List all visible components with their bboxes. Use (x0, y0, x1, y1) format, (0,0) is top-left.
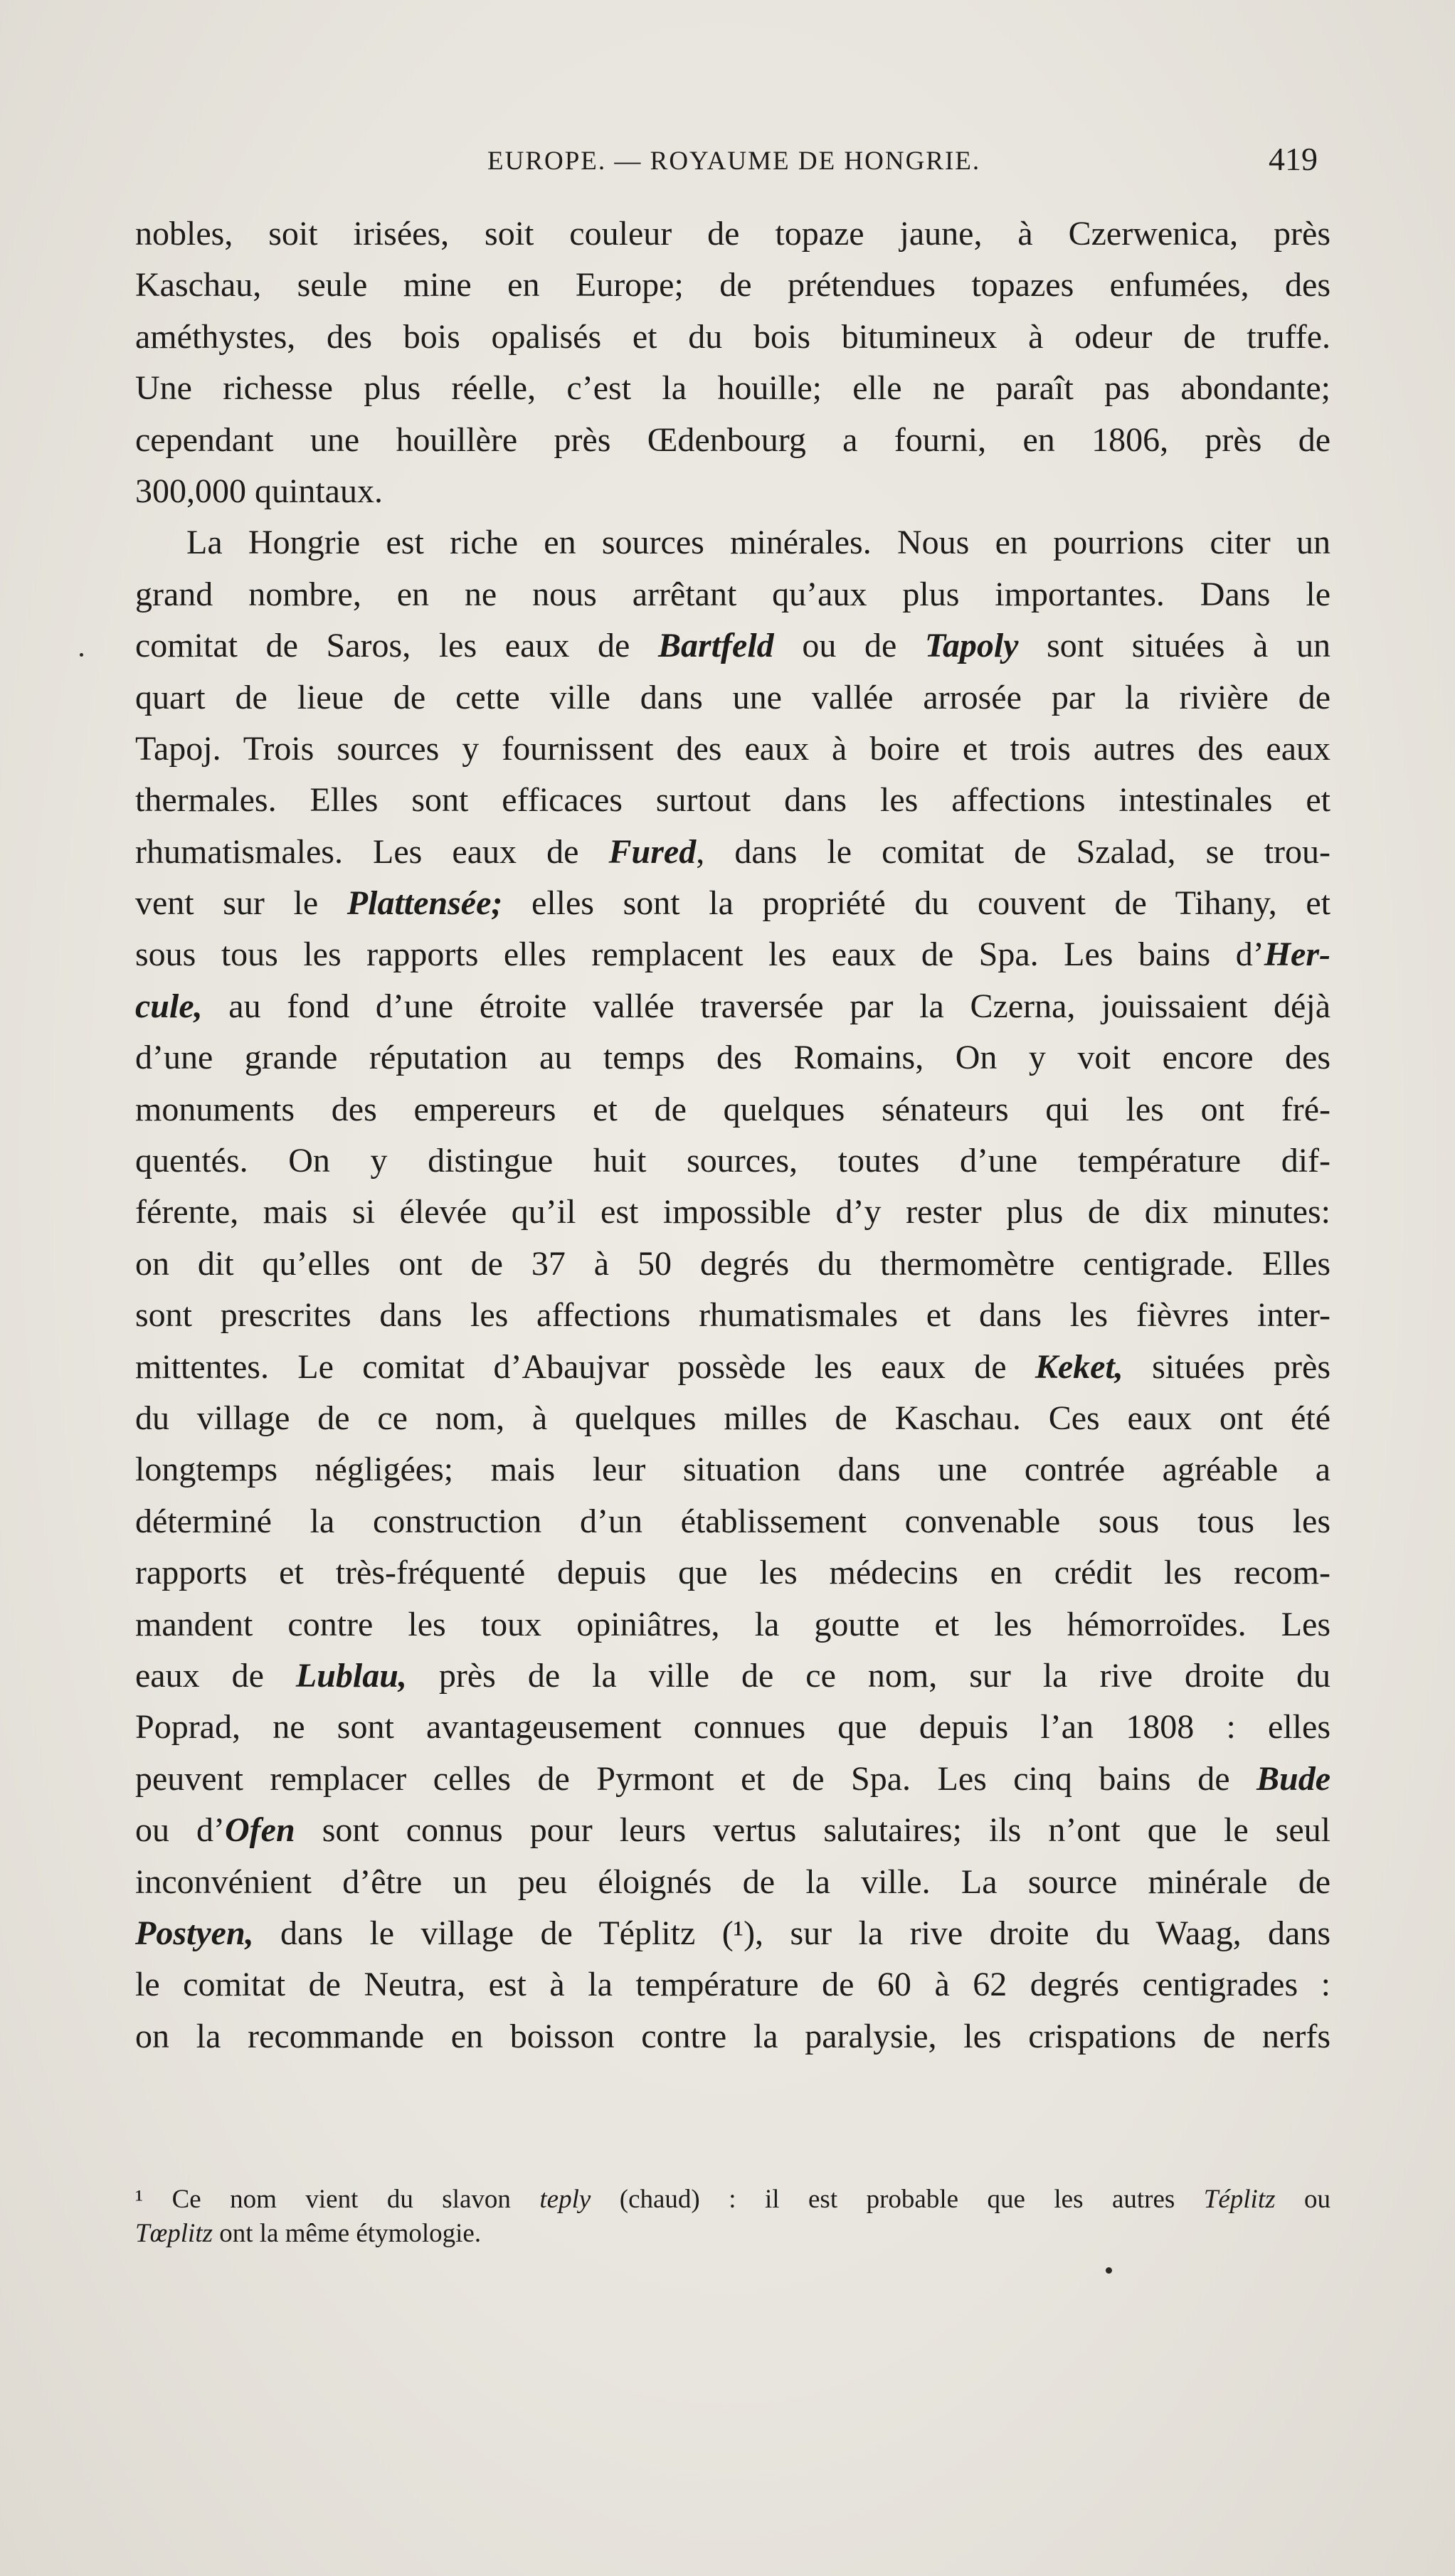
text-line (135, 363, 1330, 414)
text-segment: inconvénient d’être un peu éloignés de la ville. La source minérale de (135, 1862, 1330, 1901)
text-segment: monuments des empereurs et de quelques sénateurs qui les ont fré- (135, 1090, 1330, 1128)
italic-term: Fured (608, 832, 697, 871)
text-segment: Kaschau, seule mine en Europe; de prétendues topazes enfumées, des (135, 266, 1330, 304)
text-line (135, 620, 1330, 672)
text-segment: elles sont la propriété du couvent de Tihany, et (502, 884, 1330, 923)
text-line (135, 1187, 1330, 1238)
italic-term: Lublau, (295, 1656, 407, 1695)
text-segment: vent sur le (135, 884, 347, 923)
page-header (135, 141, 1330, 189)
text-segment: déterminé la construction d’un établissement convenable sous tous les (135, 1502, 1330, 1540)
text-segment: , dans le comitat de Szalad, se trou- (696, 832, 1330, 871)
text-line (135, 1959, 1330, 2010)
text-line (135, 1239, 1330, 1290)
text-line (135, 312, 1330, 363)
text-segment: d’une grande réputation au temps des Romains, On y voit encore des (135, 1039, 1330, 1077)
text-line (135, 415, 1330, 466)
text-segment: du village de ce nom, à quelques milles de Kaschau. Ces eaux ont été (135, 1399, 1330, 1437)
italic-term: teply (539, 2185, 591, 2214)
italic-term: Postyen, (135, 1914, 254, 1952)
italic-term: Ofen (225, 1811, 295, 1850)
text-line (135, 1444, 1330, 1495)
text-segment: on dit qu’elles ont de 37 à 50 degrés du thermomètre centigrade. Elles (135, 1244, 1330, 1283)
text-segment: (chaud) : il est probable que les autres (591, 2185, 1204, 2214)
text-segment: améthystes, des bois opalisés et du bois bitumineux à odeur de truffe. (135, 317, 1330, 356)
text-line (135, 1754, 1330, 1805)
text-segment: mandent contre les toux opiniâtres, la goutte et les hémorroïdes. Les (135, 1605, 1330, 1643)
text-line (135, 827, 1330, 878)
text-segment: thermales. Elles sont efficaces surtout dans les affections intestinales et (135, 781, 1330, 820)
italic-term: cule, (135, 987, 203, 1025)
text-segment: sous tous les rapports elles remplacent les eaux de Spa. Les bains d’ (135, 935, 1264, 974)
text-segment: sont prescrites dans les affections rhumatismales et dans les fièvres inter- (135, 1296, 1330, 1335)
text-line (135, 517, 1330, 568)
text-line (135, 1032, 1330, 1083)
footnote-line (135, 2217, 1330, 2251)
text-segment: ont la même étymologie. (213, 2219, 482, 2248)
text-line (135, 1857, 1330, 1908)
italic-term: Plattensée; (346, 884, 503, 923)
text-segment: rapports et très-fréquenté depuis que les médecins en crédit les recom- (135, 1554, 1330, 1592)
italic-term: Keket, (1035, 1347, 1123, 1386)
text-segment: cependant une houillère près Œdenbourg a fourni, en 1806, près de (135, 420, 1330, 459)
text-line (135, 466, 1330, 517)
text-line (135, 723, 1330, 775)
text-line (135, 1599, 1330, 1650)
text-segment: eaux de (135, 1656, 296, 1695)
text-segment: ¹ Ce nom vient du slavon (135, 2185, 540, 2214)
text-line (135, 2011, 1330, 2062)
ink-speck (80, 653, 83, 657)
text-segment: comitat de Saros, les eaux de (135, 627, 659, 665)
text-segment: mittentes. Le comitat d’Abaujvar possède les eaux de (135, 1347, 1035, 1386)
italic-term: Bude (1256, 1759, 1330, 1798)
text-segment: quart de lieue de cette ville dans une vallée arrosée par la rivière de (135, 678, 1330, 716)
text-line (135, 1908, 1330, 1959)
running-head: EUROPE. — ROYAUME DE HONGRIE. (487, 147, 981, 176)
text-segment: peuvent remplacer celles de Pyrmont et de Spa. Les cinq bains de (135, 1759, 1256, 1798)
text-segment: sont situées à un (1018, 627, 1330, 665)
text-line (135, 1084, 1330, 1135)
text-segment: situées près (1123, 1347, 1330, 1386)
text-segment: 300,000 quintaux. (135, 472, 383, 510)
italic-term: Bartfeld (658, 627, 774, 665)
text-line (135, 929, 1330, 980)
text-segment: grand nombre, en ne nous arrêtant qu’aux plus importantes. Dans le (135, 575, 1330, 613)
text-line (135, 1650, 1330, 1702)
text-line (135, 1135, 1330, 1187)
text-line (135, 260, 1330, 311)
italic-term: Tapoly (924, 627, 1019, 665)
text-segment: Une richesse plus réelle, c’est la houille; elle ne paraît pas abondante; (135, 369, 1330, 408)
text-line (135, 1805, 1330, 1856)
text-segment: rhumatismales. Les eaux de (135, 832, 609, 871)
text-segment: près de la ville de ce nom, sur la rive droite du (406, 1656, 1330, 1695)
body-text (135, 208, 1330, 2062)
text-segment: quentés. On y distingue huit sources, toutes d’une température dif- (135, 1142, 1330, 1180)
text-line (135, 1342, 1330, 1393)
text-line (135, 1702, 1330, 1753)
italic-term: Téplitz (1203, 2185, 1276, 2214)
text-segment: ou (1275, 2185, 1330, 2214)
text-segment: au fond d’une étroite vallée traversée par la Czerna, jouissaient déjà (202, 987, 1330, 1025)
text-segment: longtemps négligées; mais leur situation dans une contrée agréable a (135, 1451, 1330, 1489)
text-segment: on la recommande en boisson contre la paralysie, les crispations de nerfs (135, 2017, 1330, 2055)
text-line (135, 672, 1330, 723)
text-line (135, 981, 1330, 1032)
text-segment: férente, mais si élevée qu’il est impossible d’y rester plus de dix minutes: (135, 1193, 1330, 1231)
italic-term: Her- (1264, 935, 1330, 974)
text-segment: ou de (773, 627, 925, 665)
text-segment: sont connus pour leurs vertus salutaires; ils n’ont que le seul (295, 1811, 1330, 1850)
ink-speck (1106, 2267, 1112, 2274)
text-line (135, 878, 1330, 929)
text-segment: dans le village de Téplitz (¹), sur la rive droite du Waag, dans (253, 1914, 1330, 1952)
text-line (135, 569, 1330, 620)
text-segment: La Hongrie est riche en sources minérales. Nous en pourrions citer un (186, 524, 1330, 562)
text-line (135, 208, 1330, 260)
footnote (135, 2183, 1330, 2251)
footnote-line (135, 2183, 1330, 2217)
text-segment: nobles, soit irisées, soit couleur de topaze jaune, à Czerwenica, près (135, 215, 1330, 253)
text-line (135, 1496, 1330, 1547)
text-segment: ou d’ (135, 1811, 226, 1850)
text-segment: Tapoj. Trois sources y fournissent des eaux à boire et trois autres des eaux (135, 729, 1330, 768)
text-line (135, 1393, 1330, 1444)
text-line (135, 775, 1330, 826)
text-line (135, 1547, 1330, 1599)
text-line (135, 1290, 1330, 1341)
text-segment: le comitat de Neutra, est à la température de 60 à 62 degrés centigrades : (135, 1966, 1330, 2004)
italic-term: Tœplitz (135, 2219, 213, 2248)
page-number: 419 (1269, 141, 1318, 177)
text-segment: Poprad, ne sont avantageusement connues que depuis l’an 1808 : elles (135, 1708, 1330, 1747)
